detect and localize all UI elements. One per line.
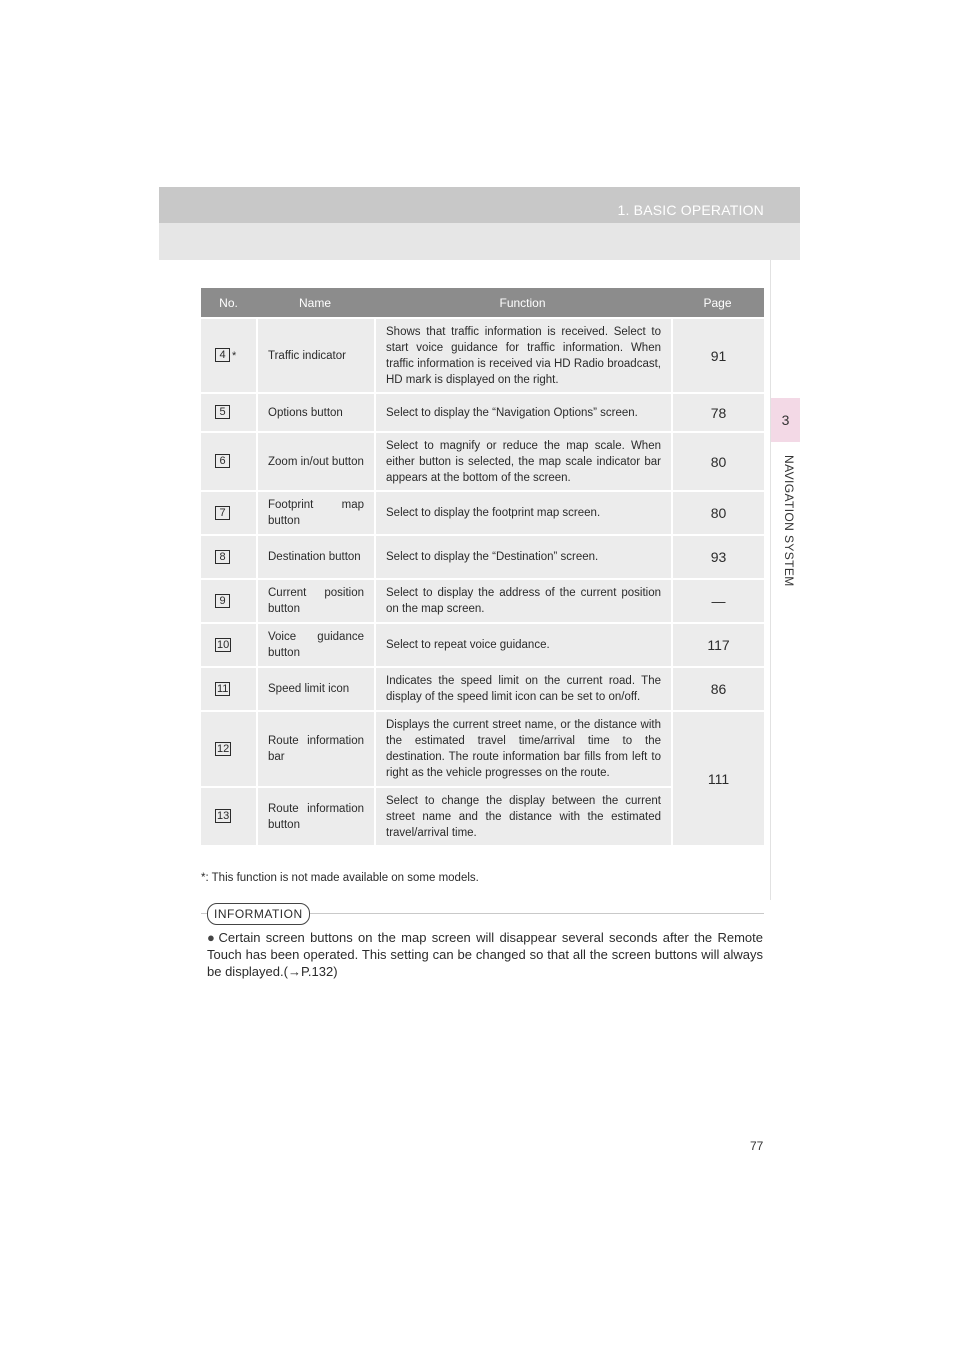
reference-table xyxy=(201,286,764,847)
table-header-row xyxy=(201,288,764,317)
item-function: Select to display the address of the current position on the map screen. xyxy=(374,580,671,622)
item-name: Destination button xyxy=(256,536,374,578)
item-function: Select to magnify or reduce the map scale. When either button is selected, the map scale indicator bar appears at the bottom of the screen. xyxy=(374,433,671,490)
item-name: Footprint map button xyxy=(256,492,374,534)
item-number: 8 xyxy=(215,550,230,564)
section-header xyxy=(159,187,800,260)
table-row xyxy=(201,712,764,786)
item-page: 80 xyxy=(671,492,764,534)
item-number-cell xyxy=(201,536,256,578)
item-number-cell xyxy=(201,668,256,710)
item-page: — xyxy=(671,580,764,622)
item-number-cell xyxy=(201,433,256,490)
item-number: 7 xyxy=(215,506,230,520)
item-name: Voice guidance button xyxy=(256,624,374,666)
column-header-page: Page xyxy=(671,288,764,317)
table-row xyxy=(201,394,764,431)
item-page: 93 xyxy=(671,536,764,578)
information-label: INFORMATION xyxy=(207,903,310,925)
table-row xyxy=(201,668,764,710)
item-page: 111 xyxy=(671,712,764,845)
table-row xyxy=(201,624,764,666)
item-page: 117 xyxy=(671,624,764,666)
item-number: 4 xyxy=(215,348,230,362)
table-row xyxy=(201,492,764,534)
item-number: 12 xyxy=(217,742,230,755)
item-function: Select to change the display between the current street name and the distance with the estimated travel/arrival time. xyxy=(374,788,671,845)
item-number: 11 xyxy=(217,682,229,695)
item-number: 5 xyxy=(215,405,230,419)
item-number-cell xyxy=(201,624,256,666)
information-text: Certain screen buttons on the map screen will disappear several seconds after the Remote Touch has been operated. This setting can be changed so that all the screen buttons will always be displayed.(→P.132) xyxy=(207,930,763,979)
item-number: 9 xyxy=(215,594,230,608)
table-row xyxy=(201,433,764,490)
item-number: 13 xyxy=(217,810,230,823)
item-name: Traffic indicator xyxy=(256,319,374,392)
footnote-mark: * xyxy=(232,349,237,362)
item-number: 10 xyxy=(217,638,230,651)
item-page: 78 xyxy=(671,394,764,431)
item-function: Displays the current street name, or the distance with the estimated travel time/arrival time to the destination. The route information bar fills from left to right as the vehicle progresses on the route. xyxy=(374,712,671,786)
item-number-cell xyxy=(201,580,256,622)
item-page: 86 xyxy=(671,668,764,710)
page-number: 77 xyxy=(750,1139,764,1153)
column-header-no: No. xyxy=(201,288,256,317)
table-row xyxy=(201,580,764,622)
bullet-icon: ● xyxy=(207,930,217,945)
item-number: 6 xyxy=(215,454,230,468)
chapter-tab xyxy=(771,398,800,442)
item-page: 91 xyxy=(671,319,764,392)
column-header-name: Name xyxy=(256,288,374,317)
chapter-title: NAVIGATION SYSTEM xyxy=(782,455,796,587)
column-header-function: Function xyxy=(374,288,671,317)
footnote: *: This function is not made available on some models. xyxy=(201,872,479,884)
information-text-block xyxy=(207,929,763,980)
side-divider xyxy=(770,260,771,900)
item-name: Zoom in/out button xyxy=(256,433,374,490)
item-name: Speed limit icon xyxy=(256,668,374,710)
item-function: Indicates the speed limit on the current road. The display of the speed limit icon can be set to on/off. xyxy=(374,668,671,710)
section-title: 1. BASIC OPERATION xyxy=(617,202,764,218)
chapter-number: 3 xyxy=(781,412,790,428)
item-number-cell xyxy=(201,788,256,845)
item-number-cell xyxy=(201,394,256,431)
item-function: Select to repeat voice guidance. xyxy=(374,624,671,666)
item-name: Options button xyxy=(256,394,374,431)
item-function: Select to display the footprint map screen. xyxy=(374,492,671,534)
table-row xyxy=(201,319,764,392)
item-number-cell xyxy=(201,712,256,786)
item-number-cell xyxy=(201,492,256,534)
item-page: 80 xyxy=(671,433,764,490)
item-function: Select to display the “Navigation Options” screen. xyxy=(374,394,671,431)
item-name: Route information button xyxy=(256,788,374,845)
item-function: Select to display the “Destination” screen. xyxy=(374,536,671,578)
item-function: Shows that traffic information is received. Select to start voice guidance for traffic information. When traffic information is received via HD Radio broadcast, HD mark is displayed on the right. xyxy=(374,319,671,392)
item-number-cell xyxy=(201,319,256,392)
item-name: Current position button xyxy=(256,580,374,622)
table-row xyxy=(201,536,764,578)
item-name: Route information bar xyxy=(256,712,374,786)
